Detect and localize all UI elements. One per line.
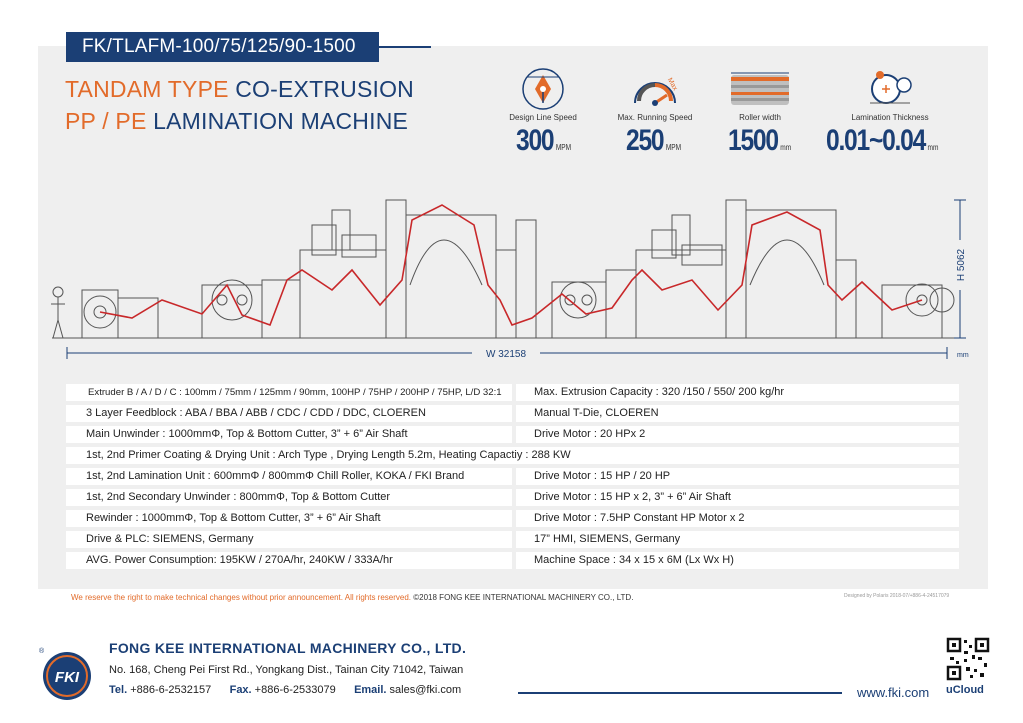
table-row [66,550,959,571]
height-dimension-label: H 5062 [956,248,967,282]
table-cell-right: Drive Motor : 20 HPx 2 [516,426,959,443]
spec-design-speed [508,67,578,122]
table-row [66,445,959,466]
spec-unit: MPM [665,143,682,152]
lamination-rollers-icon [860,67,920,111]
title-orange-2: PP / PE [65,108,147,134]
table-row [66,487,959,508]
pen-nib-icon [521,67,565,111]
width-dimension-label: W 32158 [485,349,527,360]
table-cell-left: 3 Layer Feedblock : ABA / BBA / ABB / CDC / CDD / DDC, CLOEREN [66,405,512,422]
model-bar-rule [379,46,431,48]
table-cell-right: Drive Motor : 7.5HP Constant HP Motor x 2 [516,510,959,527]
table-row [66,466,959,487]
title-blue-2: LAMINATION MACHINE [153,108,409,134]
qr-code-icon [946,637,990,681]
disclaimer-text: We reserve the right to make technical changes without prior announcement. All rights reserved. [71,593,412,602]
table-cell-right: 17” HMI, SIEMENS, Germany [516,531,959,548]
table-cell-left: Drive & PLC: SIEMENS, Germany [66,531,512,548]
disclaimer [71,593,633,602]
table-row [66,403,959,424]
table-row [66,424,959,445]
operator-figure [51,287,65,338]
logo-text: FKI [54,669,80,686]
tel-number: +886-6-2532157 [130,684,212,696]
table-cell-left: Extruder B / A / D / C : 100mm / 75mm / 125mm / 90mm, 100HP / 75HP / 200HP / 75HP, L/D 32:1 [66,384,512,401]
email-label: Email. [354,684,387,696]
table-cell-right: Max. Extrusion Capacity : 320 /150 / 550/ 200 kg/hr [516,384,959,401]
company-address: No. 168, Cheng Pei First Rd., Yongkang Dist., Tainan City 71042, Taiwan [109,664,464,676]
spec-design-speed-value [516,124,583,158]
designer-credit: Designed by Polaris 2018-07/+886-4-24517079 [844,593,950,599]
spec-value: 1500 [728,124,778,157]
email-address[interactable]: sales@fki.com [389,684,462,696]
gauge-max-label: Max [665,76,679,92]
spec-table [66,382,959,571]
title-line-2 [65,106,408,136]
footer-rule [518,692,842,694]
spec-unit: MPM [555,143,572,152]
roller-icon [727,67,793,111]
spec-roller-width [720,67,800,122]
table-cell-left: Rewinder : 1000mmΦ, Top & Bottom Cutter, 3” + 6” Air Shaft [66,510,512,527]
title-blue-1: CO-EXTRUSION [235,76,414,102]
fax-number: +886-6-2533079 [254,684,336,696]
registered-mark: ® [39,648,45,655]
table-cell-left: AVG. Power Consumption: 195KW / 270A/hr, 240KW / 333A/hr [66,552,512,569]
title-orange-1: TANDAM TYPE [65,76,229,102]
spec-max-speed-value [626,124,693,158]
website-link[interactable]: www.fki.com [857,685,930,700]
company-name: FONG KEE INTERNATIONAL MACHINERY CO., LTD. [109,640,467,656]
table-row [66,382,959,403]
ucloud-label: uCloud [946,684,984,696]
spec-lamination-thickness [840,67,940,122]
machine-structure [51,200,957,338]
table-cell-left: Main Unwinder : 1000mmΦ, Top & Bottom Cutter, 3” + 6” Air Shaft [66,426,512,443]
spec-unit: mm [927,143,939,152]
tel-label: Tel. [109,684,128,696]
fax-label: Fax. [229,684,252,696]
title-line-1 [65,74,414,104]
table-row [66,508,959,529]
spec-unit: mm [780,143,792,152]
spec-value: 250 [626,124,664,157]
table-cell-right: Machine Space : 34 x 15 x 6M (Lx Wx H) [516,552,959,569]
fki-logo [38,645,96,703]
copyright-text: ©2018 FONG KEE INTERNATIONAL MACHINERY CO., LTD. [413,593,634,602]
table-cell-left: 1st, 2nd Lamination Unit : 600mmΦ / 800mmΦ Chill Roller, KOKA / FKI Brand [66,468,512,485]
spec-lamination-value [826,124,963,158]
spec-label: Max. Running Speed [617,113,693,122]
machine-layout-drawing [42,190,987,365]
dimension-unit-label: mm [957,352,969,359]
table-cell-right: Drive Motor : 15 HP / 20 HP [516,468,959,485]
spec-value: 0.01~0.04 [826,124,926,157]
spec-max-speed [610,67,700,122]
table-row [66,529,959,550]
web-path [100,205,922,325]
spec-value: 300 [516,124,554,157]
spec-roller-width-value [728,124,805,158]
model-number: FK/TLAFM-100/75/125/90-1500 [82,36,356,57]
table-cell-left: 1st, 2nd Secondary Unwinder : 800mmΦ, Top & Bottom Cutter [66,489,512,506]
spec-label: Lamination Thickness [851,113,929,122]
table-cell-right: Manual T-Die, CLOEREN [516,405,959,422]
spec-label: Roller width [739,113,781,122]
contact-line [109,684,461,696]
table-cell-full: 1st, 2nd Primer Coating & Drying Unit : Arch Type , Drying Length 5.2m, Heating Capactiy : 288 KW [66,447,959,464]
table-cell-right: Drive Motor : 15 HP x 2, 3” + 6” Air Shaft [516,489,959,506]
speedometer-icon [629,67,681,111]
spec-label: Design Line Speed [509,113,577,122]
model-number-bar [66,32,379,62]
